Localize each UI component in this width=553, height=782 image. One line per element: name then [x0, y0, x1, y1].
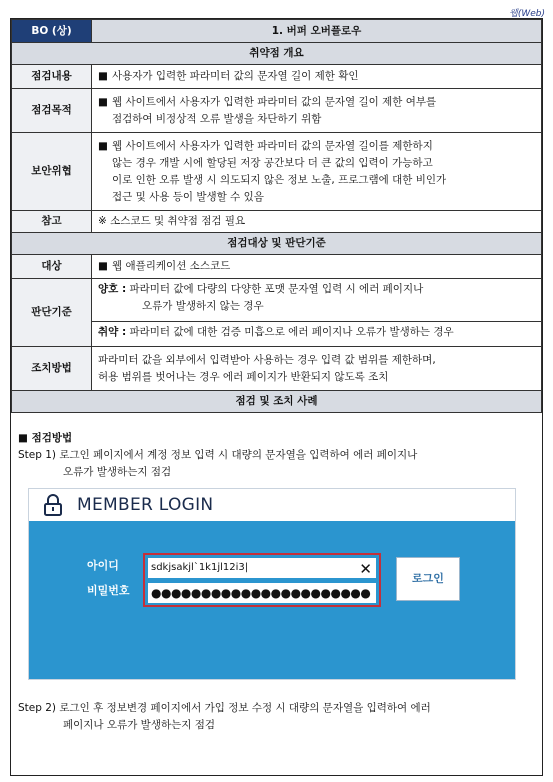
action-line: 파라미터 값을 외부에서 입력받아 사용하는 경우 입력 값 범위를 제한하며, [98, 353, 436, 366]
purpose-line: 점검하여 비정상적 오류 발생을 차단하기 위함 [112, 112, 322, 125]
login-screenshot [28, 488, 516, 680]
label-judgement: 판단기준 [12, 279, 92, 347]
threat-line: 않는 경우 개발 시에 할당된 저장 공간보다 더 큰 값의 입력이 가능하고 [112, 156, 433, 169]
section-overview: 취약점 개요 [12, 43, 542, 65]
threat-line: 이로 인한 오류 발생 시 의도되지 않은 정보 노출, 프로그램에 대한 비인가 [112, 173, 447, 186]
good-text: 파라미터 값에 다량의 다양한 포맷 문자열 입력 시 에러 페이지나 [129, 283, 424, 295]
label-content: 점검내용 [12, 65, 92, 89]
highlight-box [143, 553, 381, 607]
step-2-line-cont: 페이지나 오류가 발생하는지 점검 [63, 719, 216, 731]
section-cases: 점검 및 조치 사례 [12, 391, 542, 413]
id-input[interactable] [148, 558, 376, 578]
bullet-square: ■ [98, 139, 108, 152]
bullet-square: ■ [98, 260, 108, 272]
method-block [10, 424, 543, 481]
id-label: 아이디 [87, 559, 119, 572]
method-title: ■ 점검방법 [18, 432, 73, 444]
target-cell [92, 255, 542, 279]
reference-text: ※ 소스코드 및 취약점 점검 필요 [92, 211, 542, 233]
judgement-cell [92, 279, 542, 347]
good-label: 양호 : [98, 283, 127, 295]
threat-line: 접근 및 사용 등이 발생할 수 있음 [112, 190, 264, 203]
action-line: 허용 범위를 벗어나는 경우 에러 페이지가 반환되지 않도록 조치 [98, 370, 389, 383]
clear-icon[interactable]: ✕ [359, 560, 372, 578]
weak-text: 파라미터 값에 대한 검증 미흡으로 에러 페이지나 오류가 발생하는 경우 [129, 326, 454, 338]
item-title: 1. 버퍼 오버플로우 [92, 20, 542, 43]
section-target-criteria: 점검대상 및 판단기준 [12, 233, 542, 255]
step-2-line: Step 2) 로그인 후 정보변경 페이지에서 가입 정보 수정 시 대량의 문자열을 입력하여 에러 [18, 702, 431, 714]
password-input[interactable]: ●●●●●●●●●●●●●●●●●●●●●● [148, 583, 376, 603]
login-title: MEMBER LOGIN [77, 495, 214, 515]
weak-label: 취약 : [98, 326, 127, 338]
good-case [92, 279, 541, 321]
web-category-tag: 웹(Web) [509, 9, 545, 19]
step-1-line-cont: 오류가 발생하는지 점검 [63, 466, 172, 478]
action-cell [92, 347, 542, 391]
password-label: 비밀번호 [87, 584, 130, 597]
label-reference: 참고 [12, 211, 92, 233]
weak-case [92, 321, 541, 346]
bullet-square: ■ [98, 70, 108, 82]
lock-icon [43, 494, 63, 516]
id-input-value: sdkjsakjl`1k1jl12i3| [151, 562, 249, 573]
step-1-line: Step 1) 로그인 페이지에서 계정 정보 입력 시 대량의 문자열을 입력하여 에러 페이지나 [18, 449, 418, 461]
label-threat: 보안위협 [12, 133, 92, 211]
good-text-cont: 오류가 발생하지 않는 경우 [142, 300, 264, 312]
content-text: 사용자가 입력한 파라미터 값의 문자열 길이 제한 확인 [112, 70, 359, 82]
login-panel [29, 521, 515, 679]
label-action: 조치방법 [12, 347, 92, 391]
content-cell [92, 65, 542, 89]
login-header [29, 489, 515, 521]
threat-cell [92, 133, 542, 211]
target-text: 웹 애플리케이션 소스코드 [112, 260, 231, 272]
threat-line: 웹 사이트에서 사용자가 입력한 파라미터 값의 문자열 길이를 제한하지 [112, 139, 433, 152]
risk-code: BO (상) [12, 20, 92, 43]
label-purpose: 점검목적 [12, 89, 92, 133]
step-2 [18, 700, 533, 734]
purpose-line: 웹 사이트에서 사용자가 입력한 파라미터 값의 문자열 길이 제한 여부를 [112, 95, 437, 108]
purpose-cell [92, 89, 542, 133]
label-target: 대상 [12, 255, 92, 279]
vulnerability-table [11, 19, 542, 413]
bullet-square: ■ [98, 95, 108, 108]
step-1 [18, 447, 535, 481]
login-button[interactable]: 로그인 [396, 557, 460, 601]
